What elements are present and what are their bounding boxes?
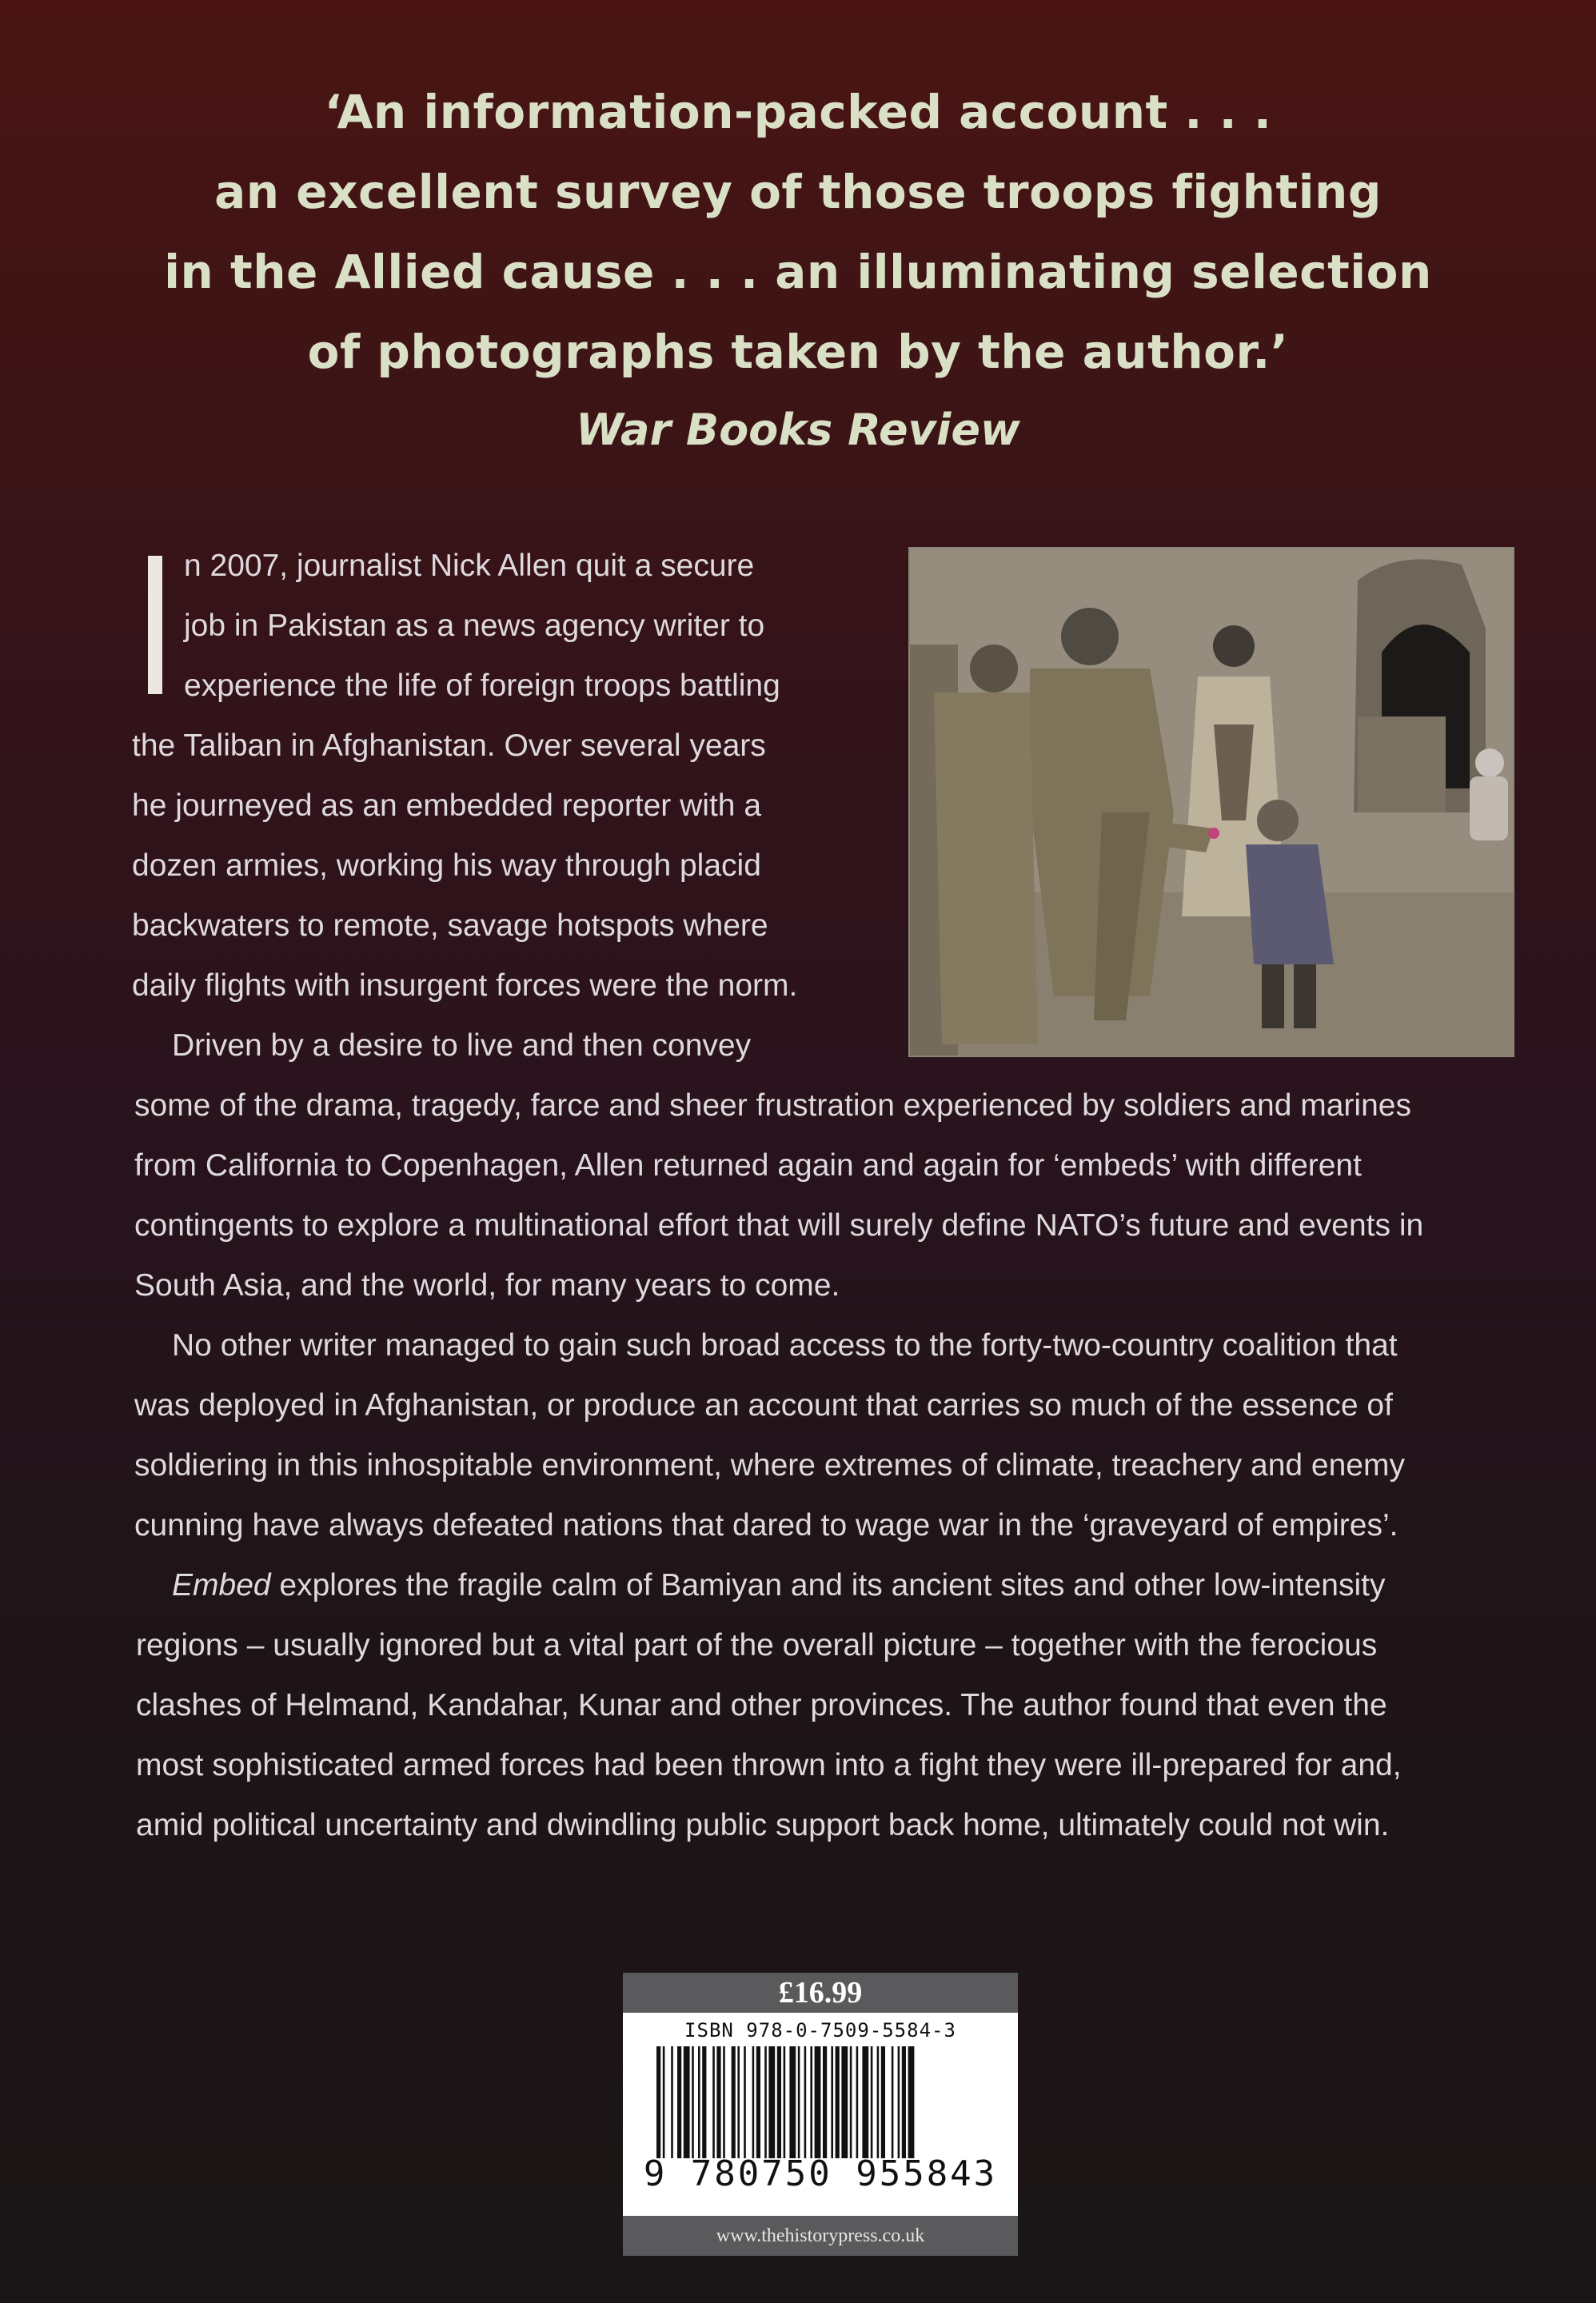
- barcode-bar: [898, 2046, 900, 2158]
- photo-scene: [910, 549, 1514, 1057]
- text-line: amid political uncertainty and dwindling public support back home, ultimately could not win.: [136, 1808, 1390, 1842]
- barcode-bar: [677, 2046, 681, 2158]
- text-line: dozen armies, working his way through placid: [132, 848, 761, 883]
- barcode-bar: [656, 2046, 660, 2158]
- barcode-bar: [892, 2046, 894, 2158]
- review-quote: [0, 72, 1596, 470]
- barcode-bar: [684, 2046, 690, 2158]
- text-line: from California to Copenhagen, Allen returned again and again for ‘embeds’ with different: [134, 1148, 1362, 1183]
- isbn-label: ISBN 978-0-7509-5584-3: [684, 2019, 956, 2042]
- barcode-bar: [850, 2046, 852, 2158]
- paragraph-4: [136, 1615, 1402, 1855]
- barcode-bar: [841, 2046, 848, 2158]
- barcode-bar: [823, 2046, 827, 2158]
- quote-line: in the Allied cause . . . an illuminating selection: [164, 245, 1432, 299]
- text-line: Driven by a desire to live and then convey: [172, 1028, 752, 1063]
- barcode-bar: [756, 2046, 760, 2158]
- paragraph-2: [134, 1076, 1423, 1315]
- text-line: South Asia, and the world, for many years to come.: [134, 1268, 840, 1303]
- barcode-icon: [656, 2046, 984, 2158]
- text-line: was deployed in Afghanistan, or produce an account that carries so much of the essence of: [134, 1388, 1393, 1423]
- barcode-bar: [810, 2046, 812, 2158]
- barcode-bar: [737, 2046, 740, 2158]
- barcode-bar: [723, 2046, 725, 2158]
- cover-photograph: [908, 547, 1514, 1057]
- quote-line: ‘An information-packed account . . .: [324, 85, 1272, 139]
- price-label: £16.99: [623, 1973, 1018, 2013]
- barcode-bar: [877, 2046, 880, 2158]
- barcode-bar: [716, 2046, 720, 2158]
- book-title-embed: Embed: [172, 1568, 271, 1603]
- quote-source: War Books Review: [576, 405, 1020, 455]
- paragraph-3-first: [172, 1315, 1398, 1375]
- text-line: contingents to explore a multinational effort that will surely define NATO’s future and events in: [134, 1208, 1424, 1243]
- barcode-bar: [831, 2046, 833, 2158]
- text-line: n 2007, journalist Nick Allen quit a secure: [184, 549, 755, 583]
- text-line: [172, 1555, 1385, 1615]
- barcode-bar: [862, 2046, 868, 2158]
- barcode-bar: [789, 2046, 796, 2158]
- publisher-url: www.thehistorypress.co.uk: [623, 2216, 1018, 2256]
- barcode-bar: [698, 2046, 700, 2158]
- text-line: cunning have always defeated nations that dared to wage war in the ‘graveyard of empires’.: [134, 1508, 1398, 1543]
- paragraph-2-first: [172, 1016, 751, 1076]
- text-line: he journeyed as an embedded reporter with a: [132, 788, 762, 823]
- barcode-bar: [856, 2046, 859, 2158]
- barcode-panel: [623, 1973, 1018, 2256]
- barcode-bar: [798, 2046, 800, 2158]
- text-line: backwaters to remote, savage hotspots where: [132, 908, 768, 943]
- barcode-bar: [764, 2046, 767, 2158]
- paragraph-1-top: [184, 536, 780, 716]
- text-run: explores the fragile calm of Bamiyan and its ancient sites and other low-intensity: [270, 1568, 1386, 1603]
- barcode-bar: [804, 2046, 807, 2158]
- text-line: regions – usually ignored but a vital part of the overall picture – together with the ferocious: [136, 1628, 1378, 1662]
- quote-line: an excellent survey of those troops fighting: [214, 165, 1382, 219]
- barcode-bar: [815, 2046, 821, 2158]
- text-line: daily flights with insurgent forces were the norm.: [132, 968, 798, 1003]
- barcode-bar: [692, 2046, 694, 2158]
- barcode-bar: [836, 2046, 840, 2158]
- drop-cap-i: [148, 556, 162, 694]
- barcode-bar: [871, 2046, 873, 2158]
- barcode-bar: [777, 2046, 781, 2158]
- barcode-bar: [784, 2046, 786, 2158]
- barcode-bar: [881, 2046, 885, 2158]
- barcode-bar: [712, 2046, 715, 2158]
- paragraph-4-first: [172, 1555, 1385, 1615]
- barcode-bar: [768, 2046, 775, 2158]
- barcode-digits: 9 780750 955843: [643, 2153, 998, 2194]
- text-line: some of the drama, tragedy, farce and sheer frustration experienced by soldiers and marines: [134, 1088, 1411, 1123]
- barcode-bar: [908, 2046, 915, 2158]
- quote-line: of photographs taken by the author.’: [307, 325, 1289, 379]
- barcode-bar: [744, 2046, 746, 2158]
- barcode-bar: [702, 2046, 706, 2158]
- text-line: the Taliban in Afghanistan. Over several years: [132, 728, 766, 763]
- barcode-bar: [752, 2046, 755, 2158]
- barcode-bar: [732, 2046, 736, 2158]
- text-line: job in Pakistan as a news agency writer to: [184, 609, 765, 643]
- paragraph-3: [134, 1375, 1405, 1555]
- barcode-bar: [671, 2046, 673, 2158]
- text-line: most sophisticated armed forces had been thrown into a fight they were ill-prepared for and,: [136, 1748, 1402, 1782]
- text-line: No other writer managed to gain such broad access to the forty-two-country coalition that: [172, 1328, 1398, 1363]
- paragraph-1-bottom: [132, 716, 797, 1016]
- barcode-bar: [902, 2046, 906, 2158]
- text-line: soldiering in this inhospitable environment, where extremes of climate, treachery and enemy: [134, 1448, 1405, 1483]
- text-line: experience the life of foreign troops battling: [184, 669, 780, 703]
- text-line: clashes of Helmand, Kandahar, Kunar and other provinces. The author found that even the: [136, 1688, 1387, 1722]
- barcode-bar: [663, 2046, 665, 2158]
